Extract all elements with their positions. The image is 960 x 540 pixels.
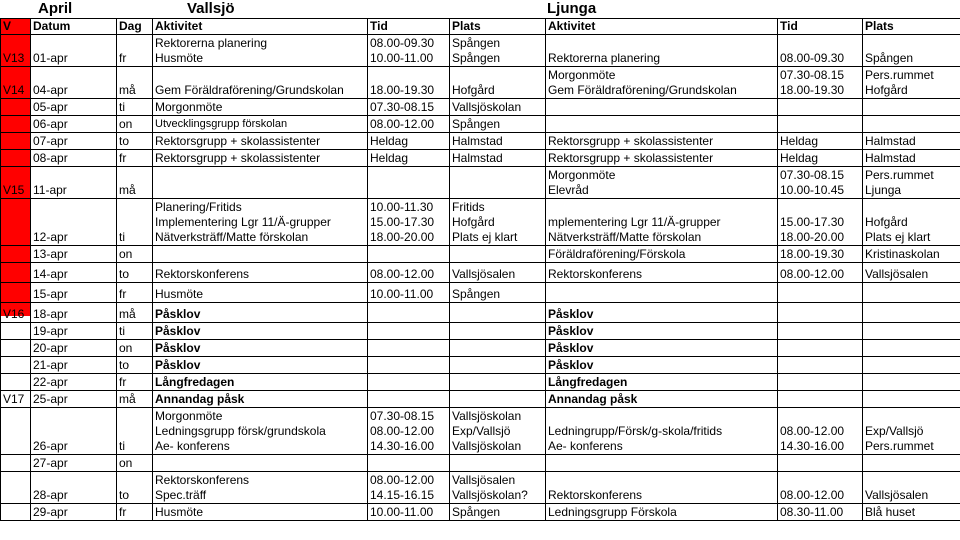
ljunga-place-cell: Pers.rummet Hofgård (863, 67, 960, 99)
date-cell: 11-apr (31, 167, 117, 199)
ljunga-time-cell (778, 340, 863, 357)
table-row (1, 455, 960, 472)
vallsjo-activity-cell: Påsklov (153, 303, 368, 323)
ljunga-time-cell: 08.00-12.00 (778, 472, 863, 504)
vallsjo-time-cell (368, 167, 450, 199)
vallsjo-activity-cell: Annandag påsk (153, 391, 368, 408)
ljunga-place-cell: Vallsjösalen (863, 263, 960, 283)
week-cell (1, 199, 31, 246)
ljunga-time-cell: 07.30-08.15 18.00-19.30 (778, 67, 863, 99)
date-cell: 15-apr (31, 283, 117, 303)
day-cell: to (117, 357, 153, 374)
ljunga-place-cell (863, 391, 960, 408)
table-row (1, 472, 960, 504)
ljunga-activity-cell: Annandag påsk (546, 391, 778, 408)
vallsjo-activity-cell: Morgonmöte Ledningsgrupp försk/grundskola Ae- konferens (153, 408, 368, 455)
ljunga-time-cell: Heldag (778, 150, 863, 167)
vallsjo-place-cell (450, 246, 546, 263)
date-cell: 26-apr (31, 408, 117, 455)
day-cell: on (117, 246, 153, 263)
ljunga-activity-cell: Påsklov (546, 323, 778, 340)
date-cell: 14-apr (31, 263, 117, 283)
ljunga-place-cell (863, 374, 960, 391)
ljunga-time-cell (778, 323, 863, 340)
day-cell: ti (117, 99, 153, 116)
table-row (1, 357, 960, 374)
vallsjo-time-cell: 08.00-09.30 10.00-11.00 (368, 35, 450, 67)
day-cell: on (117, 455, 153, 472)
vallsjo-time-cell (368, 340, 450, 357)
ljunga-activity-cell: Rektorerna planering (546, 35, 778, 67)
ljunga-time-cell: 18.00-19.30 (778, 246, 863, 263)
vallsjo-activity-cell: Husmöte (153, 283, 368, 303)
table-row (1, 246, 960, 263)
vallsjo-activity-cell: Påsklov (153, 323, 368, 340)
vallsjo-time-cell: 08.00-12.00 (368, 263, 450, 283)
date-cell: 05-apr (31, 99, 117, 116)
ljunga-time-cell (778, 357, 863, 374)
date-cell: 12-apr (31, 199, 117, 246)
vallsjo-activity-cell: Rektorerna planering Husmöte (153, 35, 368, 67)
ljunga-activity-cell: Påsklov (546, 357, 778, 374)
ljunga-activity-cell: Rektorskonferens (546, 472, 778, 504)
date-cell: 25-apr (31, 391, 117, 408)
vallsjo-time-cell (368, 246, 450, 263)
ljunga-time-cell (778, 116, 863, 133)
vallsjo-time-cell: 07.30-08.15 08.00-12.00 14.30-16.00 (368, 408, 450, 455)
date-cell: 28-apr (31, 472, 117, 504)
vallsjo-place-cell: Spången (450, 504, 546, 521)
date-cell: 18-apr (31, 303, 117, 323)
ljunga-time-cell: 07.30-08.15 10.00-10.45 (778, 167, 863, 199)
day-cell: må (117, 391, 153, 408)
vallsjo-place-cell (450, 391, 546, 408)
header-cell: Plats (450, 19, 546, 35)
ljunga-activity-cell (546, 283, 778, 303)
table-row (1, 340, 960, 357)
ljunga-place-cell: Hofgård Plats ej klart (863, 199, 960, 246)
table-row (1, 35, 960, 67)
ljunga-time-cell: 08.00-12.00 14.30-16.00 (778, 408, 863, 455)
date-cell: 22-apr (31, 374, 117, 391)
day-cell: fr (117, 150, 153, 167)
vallsjo-place-cell: Vallsjöskolan Exp/Vallsjö Vallsjöskolan (450, 408, 546, 455)
vallsjo-place-cell: Halmstad (450, 133, 546, 150)
ljunga-time-cell: 08.00-09.30 (778, 35, 863, 67)
ljunga-place-cell: Kristinaskolan (863, 246, 960, 263)
vallsjo-time-cell: Heldag (368, 150, 450, 167)
week-cell (1, 133, 31, 150)
date-cell: 08-apr (31, 150, 117, 167)
date-cell: 27-apr (31, 455, 117, 472)
vallsjo-place-cell (450, 323, 546, 340)
ljunga-place-cell (863, 303, 960, 323)
table-row (1, 167, 960, 199)
ljunga-activity-cell (546, 99, 778, 116)
table-row (1, 391, 960, 408)
vallsjo-place-cell: Spången Spången (450, 35, 546, 67)
schedule-body (1, 35, 960, 521)
day-cell: fr (117, 283, 153, 303)
vallsjo-place-cell (450, 340, 546, 357)
ljunga-place-cell: Vallsjösalen (863, 472, 960, 504)
week-cell (1, 374, 31, 391)
vallsjo-time-cell: 08.00-12.00 (368, 116, 450, 133)
table-row (1, 116, 960, 133)
vallsjo-time-cell: 10.00-11.00 (368, 283, 450, 303)
ljunga-time-cell: 08.00-12.00 (778, 263, 863, 283)
vallsjo-activity-cell: Påsklov (153, 340, 368, 357)
header-cell: Plats (863, 19, 960, 35)
day-cell: må (117, 67, 153, 99)
vallsjo-place-cell: Vallsjöskolan (450, 99, 546, 116)
week-cell (1, 357, 31, 374)
vallsjo-place-cell (450, 455, 546, 472)
table-row (1, 263, 960, 283)
week-cell (1, 116, 31, 133)
vallsjo-place-cell (450, 357, 546, 374)
week-cell: V15 (1, 167, 31, 199)
week-cell (1, 504, 31, 521)
day-cell: to (117, 263, 153, 283)
week-cell: V14 (1, 67, 31, 99)
table-row (1, 99, 960, 116)
ljunga-activity-cell: Morgonmöte Gem Föräldraförening/Grundskolan (546, 67, 778, 99)
vallsjo-activity-cell: Långfredagen (153, 374, 368, 391)
date-cell: 06-apr (31, 116, 117, 133)
table-row (1, 283, 960, 303)
vallsjo-time-cell (368, 455, 450, 472)
vallsjo-place-cell: Halmstad (450, 150, 546, 167)
ljunga-place-cell (863, 99, 960, 116)
ljunga-place-cell: Spången (863, 35, 960, 67)
ljunga-place-cell (863, 340, 960, 357)
ljunga-activity-cell: Rektorsgrupp + skolassistenter (546, 150, 778, 167)
table-row (1, 504, 960, 521)
vallsjo-place-cell: Hofgård (450, 67, 546, 99)
week-cell (1, 455, 31, 472)
ljunga-place-cell (863, 455, 960, 472)
schedule-table (0, 18, 960, 521)
vallsjo-time-cell: 07.30-08.15 (368, 99, 450, 116)
ljunga-time-cell (778, 99, 863, 116)
week-cell: V13 (1, 35, 31, 67)
ljunga-activity-cell: Ledningrupp/Försk/g-skola/fritids Ae- konferens (546, 408, 778, 455)
vallsjo-activity-cell (153, 246, 368, 263)
ljunga-activity-cell: Påsklov (546, 340, 778, 357)
day-cell: on (117, 116, 153, 133)
day-cell: to (117, 133, 153, 150)
header-cell: Tid (368, 19, 450, 35)
ljunga-place-cell: Pers.rummet Ljunga (863, 167, 960, 199)
header-cell: Datum (31, 19, 117, 35)
day-cell: må (117, 303, 153, 323)
vallsjo-time-cell (368, 357, 450, 374)
week-cell: V17 (1, 391, 31, 408)
day-cell: ti (117, 199, 153, 246)
day-cell: fr (117, 374, 153, 391)
ljunga-time-cell: 15.00-17.30 18.00-20.00 (778, 199, 863, 246)
table-row (1, 150, 960, 167)
header-cell: Tid (778, 19, 863, 35)
vallsjo-activity-cell: Rektorskonferens Spec.träff (153, 472, 368, 504)
vallsjo-place-cell: Spången (450, 283, 546, 303)
vallsjo-activity-cell: Rektorsgrupp + skolassistenter (153, 150, 368, 167)
vallsjo-activity-cell: Påsklov (153, 357, 368, 374)
ljunga-time-cell (778, 374, 863, 391)
header-cell: Aktivitet (546, 19, 778, 35)
vallsjo-activity-cell: Morgonmöte (153, 99, 368, 116)
week-cell (1, 150, 31, 167)
date-cell: 29-apr (31, 504, 117, 521)
ljunga-activity-cell: Föräldraförening/Förskola (546, 246, 778, 263)
ljunga-place-cell (863, 116, 960, 133)
ljunga-activity-cell: Morgonmöte Elevråd (546, 167, 778, 199)
week-cell (1, 340, 31, 357)
table-row (1, 133, 960, 150)
ljunga-time-cell: 08.30-11.00 (778, 504, 863, 521)
ljunga-place-cell (863, 323, 960, 340)
vallsjo-activity-cell (153, 167, 368, 199)
vallsjo-place-cell: Vallsjösalen Vallsjöskolan? (450, 472, 546, 504)
vallsjo-place-cell (450, 303, 546, 323)
ljunga-activity-cell: Ledningsgrupp Förskola (546, 504, 778, 521)
date-cell: 04-apr (31, 67, 117, 99)
week-cell (1, 408, 31, 455)
ljunga-time-cell (778, 391, 863, 408)
ljunga-place-cell: Halmstad (863, 133, 960, 150)
header-cell: V (1, 19, 31, 35)
week-cell (1, 263, 31, 283)
ljunga-activity-cell: Rektorskonferens (546, 263, 778, 283)
date-cell: 20-apr (31, 340, 117, 357)
table-row (1, 199, 960, 246)
day-cell: to (117, 472, 153, 504)
header-cell: Dag (117, 19, 153, 35)
month-title: April (38, 0, 73, 17)
ljunga-activity-cell: Långfredagen (546, 374, 778, 391)
week-cell (1, 99, 31, 116)
vallsjo-place-cell (450, 374, 546, 391)
vallsjo-activity-cell: Rektorskonferens (153, 263, 368, 283)
vallsjo-activity-cell: Gem Föräldraförening/Grundskolan (153, 67, 368, 99)
table-row (1, 67, 960, 99)
day-cell: må (117, 167, 153, 199)
vallsjo-time-cell (368, 391, 450, 408)
vallsjo-time-cell (368, 323, 450, 340)
vallsjo-activity-cell: Utvecklingsgrupp förskolan (153, 116, 368, 133)
table-row (1, 303, 960, 323)
vallsjo-time-cell: 10.00-11.00 (368, 504, 450, 521)
vallsjo-time-cell: Heldag (368, 133, 450, 150)
vallsjo-activity-cell: Planering/Fritids Implementering Lgr 11/Ä-grupper Nätverksträff/Matte förskolan (153, 199, 368, 246)
vallsjo-time-cell: 10.00-11.30 15.00-17.30 18.00-20.00 (368, 199, 450, 246)
day-cell: fr (117, 35, 153, 67)
table-row (1, 323, 960, 340)
header-row (1, 19, 960, 35)
vallsjo-title: Vallsjö (187, 0, 235, 17)
vallsjo-time-cell: 18.00-19.30 (368, 67, 450, 99)
day-cell: ti (117, 323, 153, 340)
week-cell: V16 (1, 303, 31, 323)
vallsjo-place-cell (450, 167, 546, 199)
ljunga-place-cell: Exp/Vallsjö Pers.rummet (863, 408, 960, 455)
vallsjo-place-cell: Spången (450, 116, 546, 133)
header-cell: Aktivitet (153, 19, 368, 35)
ljunga-place-cell: Halmstad (863, 150, 960, 167)
date-cell: 21-apr (31, 357, 117, 374)
ljunga-time-cell (778, 455, 863, 472)
ljunga-activity-cell: Påsklov (546, 303, 778, 323)
ljunga-time-cell: Heldag (778, 133, 863, 150)
ljunga-place-cell (863, 357, 960, 374)
ljunga-activity-cell (546, 116, 778, 133)
ljunga-time-cell (778, 283, 863, 303)
vallsjo-place-cell: Fritids Hofgård Plats ej klart (450, 199, 546, 246)
date-cell: 13-apr (31, 246, 117, 263)
ljunga-activity-cell: Rektorsgrupp + skolassistenter (546, 133, 778, 150)
vallsjo-activity-cell: Husmöte (153, 504, 368, 521)
week-cell (1, 283, 31, 303)
day-cell: on (117, 340, 153, 357)
vallsjo-place-cell: Vallsjösalen (450, 263, 546, 283)
ljunga-title: Ljunga (547, 0, 597, 17)
date-cell: 07-apr (31, 133, 117, 150)
date-cell: 19-apr (31, 323, 117, 340)
ljunga-time-cell (778, 303, 863, 323)
day-cell: ti (117, 408, 153, 455)
week-cell (1, 472, 31, 504)
vallsjo-activity-cell (153, 455, 368, 472)
ljunga-activity-cell: mplementering Lgr 11/Ä-grupper Nätverksträff/Matte förskolan (546, 199, 778, 246)
ljunga-activity-cell (546, 455, 778, 472)
vallsjo-time-cell (368, 303, 450, 323)
table-row (1, 374, 960, 391)
week-cell (1, 323, 31, 340)
day-cell: fr (117, 504, 153, 521)
vallsjo-time-cell (368, 374, 450, 391)
ljunga-place-cell (863, 283, 960, 303)
vallsjo-time-cell: 08.00-12.00 14.15-16.15 (368, 472, 450, 504)
date-cell: 01-apr (31, 35, 117, 67)
ljunga-place-cell: Blå huset (863, 504, 960, 521)
table-row (1, 408, 960, 455)
week-cell (1, 246, 31, 263)
vallsjo-activity-cell: Rektorsgrupp + skolassistenter (153, 133, 368, 150)
